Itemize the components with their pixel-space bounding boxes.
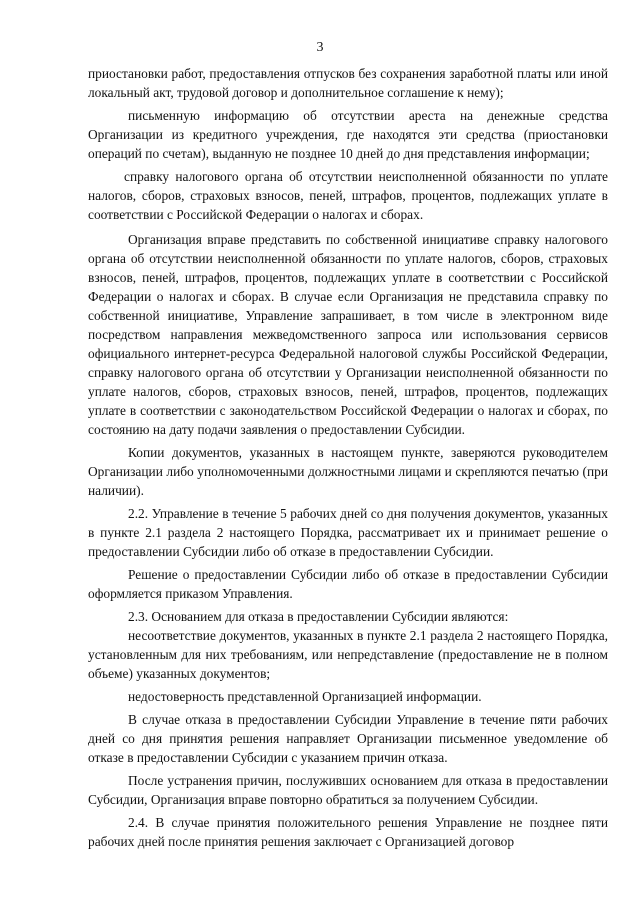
page-number: 3 bbox=[316, 40, 324, 55]
paragraph-arrest-info: письменную информацию об отсутствии ареста на денежные средства Организации из кредитного учреждения, где находятся эти средства (приостановки операций по счетам), выданную не позднее 10 дней до дня представления информации; bbox=[88, 108, 608, 161]
paragraph-own-initiative: Организация вправе представить по собственной инициативе справку налогового органа об отсутствии неисполненной обязанности по уплате налогов, сборов, страховых взносов, пеней, штрафов, процентов, подлежащих уплате в соответствии с Российской Федерации о налогах и сборах. В случае если Организация не представила справку по собственной инициативе, Управление запрашивает, в том числе в электронном виде посредством направления межведомственного запроса или использования сервисов официального интернет-ресурса Федеральной налоговой службы Российской Федерации, справку налогового органа об отсутствии у Организации неисполненной обязанности по уплате налогов, сборов, страховых взносов, пеней, штрафов, процентов, подлежащих уплате в соответствии с законодательством Российской Федерации о налогах и сборах, по состоянию на дату подачи заявления о предоставлении Субсидии. bbox=[88, 232, 608, 437]
paragraph-decision: Решение о предоставлении Субсидии либо об отказе в предоставлении Субсидии оформляется приказом Управления. bbox=[88, 567, 608, 601]
document-body bbox=[88, 64, 608, 851]
paragraph-refusal-notice: В случае отказа в предоставлении Субсидии Управление в течение пяти рабочих дней со дня принятия решения направляет Организации письменное уведомление об отказе в предоставлении Субсидии с указанием причин отказа. bbox=[88, 712, 608, 765]
paragraph-2-4: 2.4. В случае принятия положительного решения Управление не позднее пяти рабочих дней после принятия решения заключает с Организацией договор bbox=[88, 815, 608, 849]
paragraph-continuation: приостановки работ, предоставления отпусков без сохранения заработной платы или иной локальный акт, трудовой договор и дополнительное соглашение к нему); bbox=[88, 66, 608, 100]
paragraph-2-3: 2.3. Основанием для отказа в предоставлении Субсидии являются: bbox=[128, 609, 509, 624]
paragraph-unreliability: недостоверность представленной Организацией информации. bbox=[128, 689, 482, 704]
paragraph-tax-certificate: справку налогового органа об отсутствии неисполненной обязанности по уплате налогов, сборов, страховых взносов, пеней, штрафов, процентов, подлежащих уплате в соответствии с Российской Федерации о налогах и сборах. bbox=[88, 169, 608, 222]
paragraph-copies: Копии документов, указанных в настоящем пункте, заверяются руководителем Организации либо уполномоченными должностными лицами и скрепляются печатью (при наличии). bbox=[88, 445, 608, 498]
paragraph-2-2: 2.2. Управление в течение 5 рабочих дней со дня получения документов, указанных в пункте 2.1 раздела 2 настоящего Порядка, рассматривает их и принимает решение о предоставлении Субсидии либо об отказе в предоставлении Субсидии. bbox=[88, 506, 608, 559]
paragraph-reapply: После устранения причин, послуживших основанием для отказа в предоставлении Субсидии, Организация вправе повторно обратиться за получением Субсидии. bbox=[88, 773, 608, 807]
paragraph-nonconformity: несоответствие документов, указанных в пункте 2.1 раздела 2 настоящего Порядка, установленным для них требованиям, или непредставление (предоставление не в полном объеме) указанных документов; bbox=[88, 628, 608, 681]
